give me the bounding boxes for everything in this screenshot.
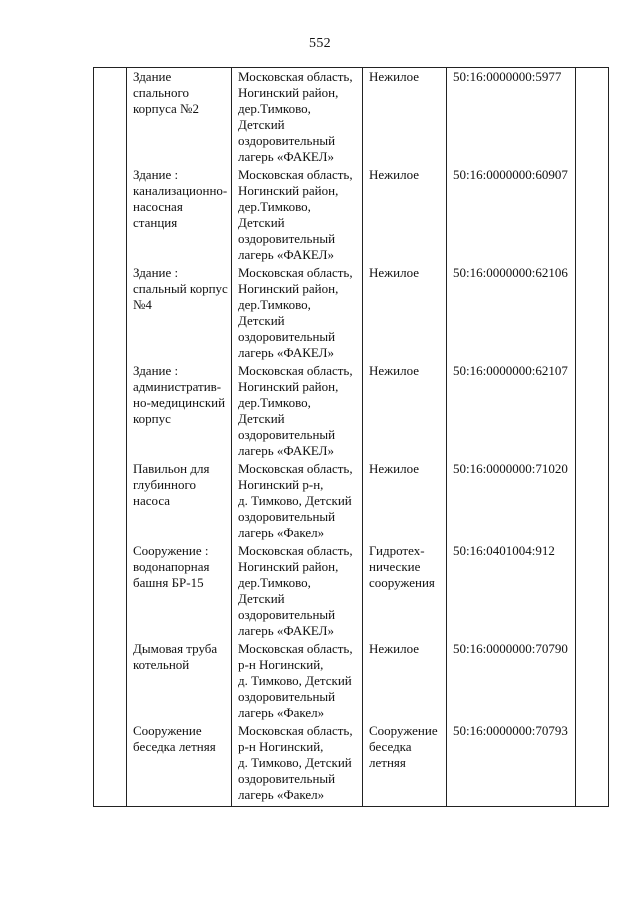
index-cell [94, 264, 127, 362]
address-cell [232, 722, 363, 807]
object-name: Здание : административ- но-медицинский корпус [133, 363, 226, 426]
address-cell [232, 640, 363, 722]
extra-cell [576, 460, 609, 542]
object-purpose: Нежилое [369, 641, 420, 656]
cadastral-cell [447, 166, 576, 264]
object-name: Дымовая труба котельной [133, 641, 218, 672]
cadastral-number: 50:16:0401004:912 [453, 543, 555, 558]
object-name: Здание : спальный корпус №4 [133, 265, 228, 312]
object-name-cell [127, 264, 232, 362]
address-cell [232, 68, 363, 167]
object-name: Сооружение беседка летняя [133, 723, 216, 754]
object-name-cell [127, 542, 232, 640]
object-address: Московская область, Ногинский район, дер.Тимково, Детский оздоровительный лагерь «ФАКЕЛ» [238, 363, 353, 458]
object-purpose: Сооружение беседка летняя [369, 723, 438, 770]
object-purpose: Нежилое [369, 69, 420, 84]
table-row [94, 722, 609, 807]
cadastral-number: 50:16:0000000:62106 [453, 265, 568, 280]
object-purpose: Нежилое [369, 363, 420, 378]
table-row [94, 640, 609, 722]
index-cell [94, 640, 127, 722]
index-cell [94, 362, 127, 460]
cadastral-number: 50:16:0000000:62107 [453, 363, 568, 378]
object-name: Здание : канализационно- насосная станция [133, 167, 228, 230]
object-name: Павильон для глубинного насоса [133, 461, 210, 508]
cadastral-number: 50:16:0000000:71020 [453, 461, 568, 476]
cadastral-cell [447, 460, 576, 542]
cadastral-cell [447, 264, 576, 362]
extra-cell [576, 722, 609, 807]
index-cell [94, 460, 127, 542]
cadastral-number: 50:16:0000000:60907 [453, 167, 568, 182]
object-purpose: Нежилое [369, 461, 420, 476]
extra-cell [576, 264, 609, 362]
table-row [94, 542, 609, 640]
extra-cell [576, 640, 609, 722]
object-name-cell [127, 166, 232, 264]
object-name: Здание спального корпуса №2 [133, 69, 199, 116]
purpose-cell [363, 264, 447, 362]
address-cell [232, 542, 363, 640]
table-row [94, 68, 609, 167]
purpose-cell [363, 68, 447, 167]
address-cell [232, 264, 363, 362]
object-address: Московская область, р-н Ногинский, д. Тимково, Детский оздоровительный лагерь «Факел» [238, 641, 353, 720]
cadastral-number: 50:16:0000000:70793 [453, 723, 568, 738]
object-purpose: Гидротех- нические сооружения [369, 543, 435, 590]
cadastral-cell [447, 722, 576, 807]
page-number: 552 [309, 36, 331, 51]
extra-cell [576, 68, 609, 167]
object-name-cell [127, 460, 232, 542]
cadastral-cell [447, 68, 576, 167]
table-row [94, 460, 609, 542]
extra-cell [576, 542, 609, 640]
extra-cell [576, 362, 609, 460]
cadastral-cell [447, 640, 576, 722]
index-cell [94, 542, 127, 640]
purpose-cell [363, 722, 447, 807]
object-purpose: Нежилое [369, 167, 420, 182]
purpose-cell [363, 640, 447, 722]
table-row [94, 264, 609, 362]
address-cell [232, 460, 363, 542]
object-address: Московская область, Ногинский р-н, д. Тимково, Детский оздоровительный лагерь «Факел» [238, 461, 353, 540]
address-cell [232, 362, 363, 460]
object-name-cell [127, 362, 232, 460]
cadastral-cell [447, 542, 576, 640]
table-row [94, 166, 609, 264]
object-name-cell [127, 68, 232, 167]
index-cell [94, 722, 127, 807]
cadastral-cell [447, 362, 576, 460]
cadastral-number: 50:16:0000000:5977 [453, 69, 562, 84]
extra-cell [576, 166, 609, 264]
table-row [94, 362, 609, 460]
object-address: Московская область, Ногинский район, дер.Тимково, Детский оздоровительный лагерь «ФАКЕЛ» [238, 543, 353, 638]
cadastral-number: 50:16:0000000:70790 [453, 641, 568, 656]
object-address: Московская область, Ногинский район, дер.Тимково, Детский оздоровительный лагерь «ФАКЕЛ» [238, 265, 353, 360]
object-name: Сооружение : водонапорная башня БР-15 [133, 543, 210, 590]
purpose-cell [363, 542, 447, 640]
address-cell [232, 166, 363, 264]
object-name-cell [127, 722, 232, 807]
object-name-cell [127, 640, 232, 722]
purpose-cell [363, 362, 447, 460]
object-address: Московская область, р-н Ногинский, д. Тимково, Детский оздоровительный лагерь «Факел» [238, 723, 353, 802]
object-purpose: Нежилое [369, 265, 420, 280]
purpose-cell [363, 166, 447, 264]
object-address: Московская область, Ногинский район, дер.Тимково, Детский оздоровительный лагерь «ФАКЕЛ» [238, 69, 353, 164]
object-address: Московская область, Ногинский район, дер.Тимково, Детский оздоровительный лагерь «ФАКЕЛ» [238, 167, 353, 262]
index-cell [94, 68, 127, 167]
purpose-cell [363, 460, 447, 542]
property-registry-table [93, 67, 609, 807]
index-cell [94, 166, 127, 264]
